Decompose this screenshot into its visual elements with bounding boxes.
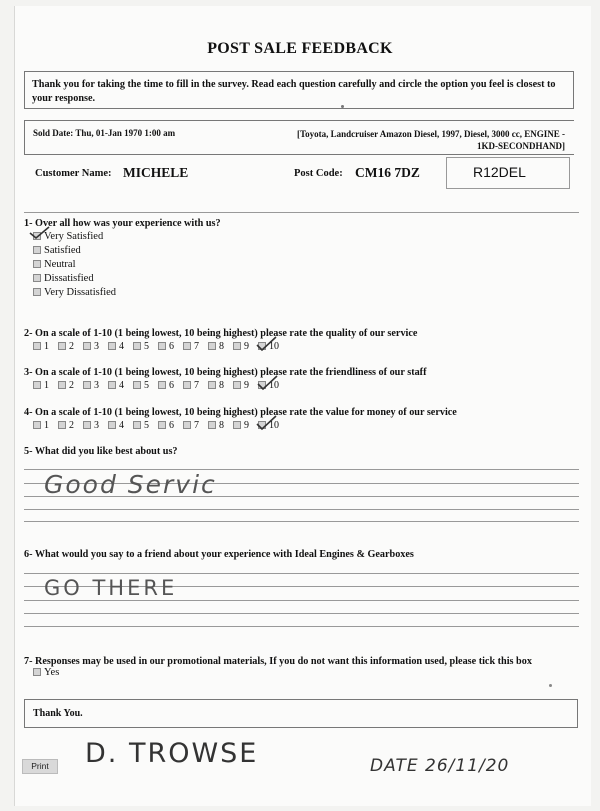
rating-label: 2 — [69, 380, 74, 391]
rating-label: 6 — [169, 380, 174, 391]
checkbox[interactable] — [233, 342, 241, 350]
checkbox[interactable] — [33, 246, 41, 254]
rating-option[interactable] — [33, 380, 58, 391]
rating-label: 6 — [169, 420, 174, 431]
rating-scale-q2 — [33, 341, 283, 352]
rating-label: 1 — [44, 420, 49, 431]
option-dissatisfied[interactable] — [33, 273, 94, 284]
rating-option[interactable] — [58, 420, 83, 431]
rating-option[interactable] — [133, 380, 158, 391]
rating-label: 3 — [94, 341, 99, 352]
rating-label: 4 — [119, 420, 124, 431]
rating-label: 7 — [194, 420, 199, 431]
question-4: 4- On a scale of 1-10 (1 being lowest, 10 being highest) please rate the value for money of our service — [24, 407, 457, 418]
checkbox[interactable] — [33, 274, 41, 282]
rating-option[interactable] — [158, 341, 183, 352]
rating-option[interactable] — [83, 341, 108, 352]
question-6: 6- What would you say to a friend about your experience with Ideal Engines & Gearboxes — [24, 549, 414, 560]
rating-label: 2 — [69, 420, 74, 431]
checkbox[interactable] — [183, 421, 191, 429]
vehicle-line-2: 1KD-SECONDHAND] — [476, 141, 565, 151]
option-neutral[interactable] — [33, 259, 76, 270]
question-3: 3- On a scale of 1-10 (1 being lowest, 10 being highest) please rate the friendliness of our staff — [24, 367, 427, 378]
checkbox[interactable] — [33, 342, 41, 350]
checkbox[interactable] — [133, 342, 141, 350]
rating-option[interactable] — [133, 341, 158, 352]
checkbox[interactable] — [33, 421, 41, 429]
checkbox[interactable] — [233, 421, 241, 429]
rating-label: 5 — [144, 420, 149, 431]
speck — [341, 105, 344, 108]
option-label: Satisfied — [44, 245, 81, 256]
rating-label: 6 — [169, 341, 174, 352]
question-7: 7- Responses may be used in our promotional materials, If you do not want this information used, please tick this box — [24, 656, 532, 667]
reference-box: R12DEL — [446, 157, 570, 189]
rating-label: 7 — [194, 341, 199, 352]
checkbox[interactable] — [58, 342, 66, 350]
answer-line — [24, 613, 579, 614]
checkbox[interactable] — [208, 421, 216, 429]
rating-option[interactable] — [33, 341, 58, 352]
checkbox[interactable] — [133, 421, 141, 429]
option-label: Dissatisfied — [44, 273, 94, 284]
rating-label: 4 — [119, 341, 124, 352]
rating-label: 7 — [194, 380, 199, 391]
rating-scale-q3 — [33, 380, 283, 391]
vehicle-description — [275, 128, 565, 152]
sold-date: Sold Date: Thu, 01-Jan 1970 1:00 am — [33, 128, 176, 138]
rating-option[interactable] — [158, 380, 183, 391]
option-very-dissatisfied[interactable] — [33, 287, 116, 298]
checkbox[interactable] — [108, 342, 116, 350]
checkbox[interactable] — [83, 342, 91, 350]
rating-option[interactable] — [208, 420, 233, 431]
question-1: 1- Over all how was your experience with us? — [24, 218, 221, 229]
option-label: Yes — [44, 667, 60, 678]
answer-line — [24, 521, 579, 522]
rating-label: 10 — [269, 341, 279, 352]
handwritten-answer-6: GO THERE — [44, 576, 178, 600]
checkbox[interactable] — [58, 381, 66, 389]
checkbox[interactable] — [158, 381, 166, 389]
checkbox[interactable] — [208, 381, 216, 389]
rating-label: 5 — [144, 380, 149, 391]
rating-option[interactable] — [108, 341, 133, 352]
answer-line — [24, 600, 579, 601]
rating-option[interactable] — [83, 380, 108, 391]
rating-label: 9 — [244, 380, 249, 391]
intro-box: Thank you for taking the time to fill in the survey. Read each question carefully and circle the option you feel is closest to your response. — [24, 71, 574, 109]
checkbox[interactable] — [158, 342, 166, 350]
rating-option[interactable] — [208, 380, 233, 391]
rating-option[interactable] — [58, 380, 83, 391]
rating-label: 9 — [244, 420, 249, 431]
checkbox[interactable] — [183, 381, 191, 389]
rating-label: 8 — [219, 341, 224, 352]
rating-label: 1 — [44, 380, 49, 391]
handwritten-tick-mark — [28, 225, 52, 241]
answer-line — [24, 626, 579, 627]
checkbox[interactable] — [108, 381, 116, 389]
rating-label: 4 — [119, 380, 124, 391]
checkbox[interactable] — [158, 421, 166, 429]
rating-label: 10 — [269, 420, 279, 431]
postcode-label: Post Code: — [294, 168, 343, 179]
option-satisfied[interactable] — [33, 245, 81, 256]
postcode-value: CM16 7DZ — [355, 165, 420, 180]
rating-option[interactable] — [108, 380, 133, 391]
rating-option[interactable] — [108, 420, 133, 431]
checkbox[interactable] — [33, 288, 41, 296]
rating-label: 8 — [219, 420, 224, 431]
handwritten-answer-5: Good Servic — [44, 470, 217, 499]
question-2: 2- On a scale of 1-10 (1 being lowest, 10 being highest) please rate the quality of our service — [24, 328, 418, 339]
thank-you-box — [24, 699, 578, 728]
rating-label: 2 — [69, 341, 74, 352]
checkbox[interactable] — [208, 342, 216, 350]
rating-option[interactable] — [158, 420, 183, 431]
option-label: Very Dissatisfied — [44, 287, 117, 298]
rating-label: 9 — [244, 341, 249, 352]
rating-option[interactable] — [208, 341, 233, 352]
answer-line — [24, 573, 579, 574]
rating-label: 3 — [94, 420, 99, 431]
checkbox[interactable] — [133, 381, 141, 389]
print-button[interactable]: Print — [22, 759, 58, 774]
divider — [24, 212, 579, 213]
rating-option[interactable] — [83, 420, 108, 431]
checkbox[interactable] — [233, 381, 241, 389]
rating-label: 1 — [44, 341, 49, 352]
answer-line — [24, 509, 579, 510]
checkbox[interactable] — [33, 381, 41, 389]
thank-you-text: Thank You. — [33, 708, 83, 719]
rating-label: 5 — [144, 341, 149, 352]
rating-option[interactable] — [58, 341, 83, 352]
rating-label: 8 — [219, 380, 224, 391]
checkbox[interactable] — [33, 668, 41, 676]
rating-label: 3 — [94, 380, 99, 391]
customer-name-value: MICHELE — [123, 165, 189, 180]
rating-option[interactable] — [133, 420, 158, 431]
checkbox[interactable] — [33, 260, 41, 268]
option-yes[interactable] — [33, 667, 59, 678]
rating-option[interactable] — [33, 420, 58, 431]
rating-option[interactable] — [183, 420, 208, 431]
rating-option[interactable] — [183, 341, 208, 352]
checkbox[interactable] — [83, 421, 91, 429]
speck — [549, 684, 552, 687]
checkbox[interactable] — [58, 421, 66, 429]
rating-scale-q4 — [33, 420, 283, 431]
handwritten-signature: D. TROWSE — [85, 738, 259, 769]
handwritten-tick-mark — [254, 413, 278, 431]
checkbox[interactable] — [183, 342, 191, 350]
handwritten-tick-mark — [255, 373, 279, 391]
form-title: POST SALE FEEDBACK — [207, 40, 393, 57]
question-5: 5- What did you like best about us? — [24, 446, 178, 457]
customer-name-label: Customer Name: — [35, 168, 112, 179]
checkbox[interactable] — [108, 421, 116, 429]
rating-option[interactable] — [183, 380, 208, 391]
handwritten-date: DATE 26/11/20 — [370, 756, 510, 776]
vehicle-line-1: [Toyota, Landcruiser Amazon Diesel, 1997, Diesel, 3000 cc, ENGINE - — [297, 129, 565, 139]
handwritten-tick-mark — [254, 334, 278, 352]
checkbox[interactable] — [83, 381, 91, 389]
rating-label: 10 — [269, 380, 279, 391]
option-label: Very Satisfied — [44, 231, 104, 242]
option-label: Neutral — [44, 259, 76, 270]
